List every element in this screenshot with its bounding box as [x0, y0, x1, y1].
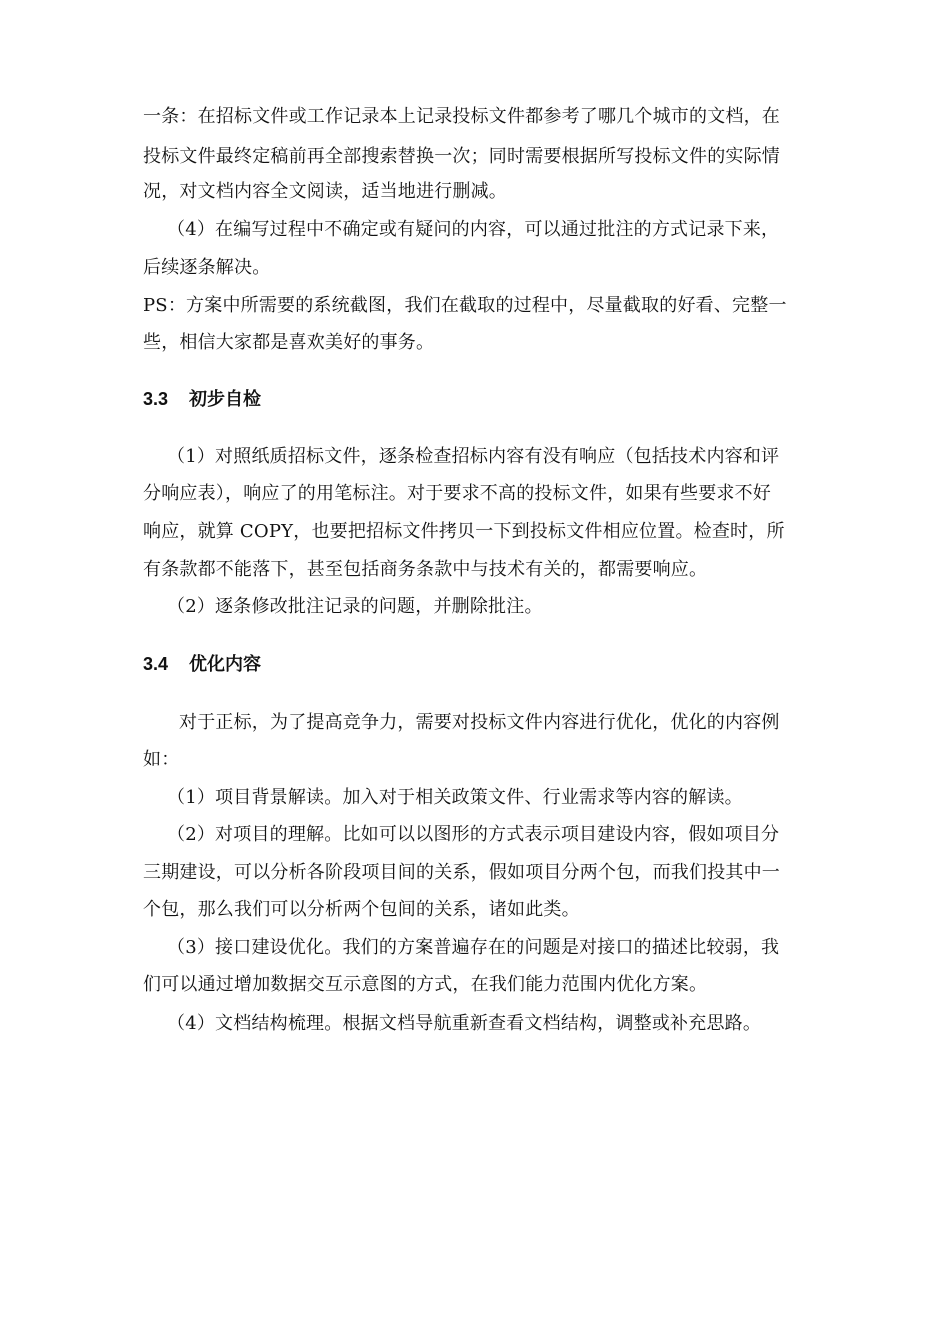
section-number: 3.4 [143, 654, 169, 674]
paragraph-line: （2）逐条修改批注记录的问题，并删除批注。 [167, 596, 543, 617]
list-item-line: （3）接口建设优化。我们的方案普遍存在的问题是对接口的描述比较弱，我 [167, 937, 780, 958]
section-heading-3-4 [143, 652, 261, 676]
section-number: 3.3 [143, 389, 169, 409]
paragraph-line: 对于正标，为了提高竞争力，需要对投标文件内容进行优化，优化的内容例 [179, 712, 780, 733]
paragraph-line: 有条款都不能落下，甚至包括商务条款中与技术有关的，都需要响应。 [143, 559, 708, 580]
paragraph-line: 后续逐条解决。 [143, 257, 271, 278]
section-title: 优化内容 [189, 654, 261, 674]
paragraph-line: （4）在编写过程中不确定或有疑问的内容，可以通过批注的方式记录下来， [167, 219, 780, 240]
paragraph-line: 些，相信大家都是喜欢美好的事务。 [143, 332, 435, 353]
section-title: 初步自检 [189, 389, 261, 409]
paragraph-line: 如： [143, 749, 180, 770]
paragraph-line: 分响应表），响应了的用笔标注。对于要求不高的投标文件，如果有些要求不好 [143, 483, 771, 504]
list-item-line: （4）文档结构梳理。根据文档导航重新查看文档结构，调整或补充思路。 [167, 1013, 762, 1034]
list-item-line: （2）对项目的理解。比如可以以图形的方式表示项目建设内容，假如项目分 [167, 824, 780, 845]
list-item-line: 个包，那么我们可以分析两个包间的关系，诸如此类。 [143, 899, 580, 920]
list-item-line: 们可以通过增加数据交互示意图的方式，在我们能力范围内优化方案。 [143, 974, 708, 995]
list-item-line: （1）项目背景解读。加入对于相关政策文件、行业需求等内容的解读。 [167, 787, 743, 808]
paragraph-line: 况，对文档内容全文阅读，适当地进行删减。 [143, 181, 507, 202]
section-heading-3-3 [143, 387, 261, 411]
paragraph-line: （1）对照纸质招标文件，逐条检查招标内容有没有响应（包括技术内容和评 [167, 446, 780, 467]
paragraph-line: PS：方案中所需要的系统截图，我们在截取的过程中，尽量截取的好看、完整一 [143, 295, 787, 316]
paragraph-line: 响应，就算 COPY，也要把招标文件拷贝一下到投标文件相应位置。检查时，所 [143, 521, 785, 542]
paragraph-line: 投标文件最终定稿前再全部搜索替换一次；同时需要根据所写投标文件的实际情 [143, 146, 780, 167]
list-item-line: 三期建设，可以分析各阶段项目间的关系，假如项目分两个包，而我们投其中一 [143, 862, 780, 883]
paragraph-line: 一条：在招标文件或工作记录本上记录投标文件都参考了哪几个城市的文档，在 [143, 106, 780, 127]
